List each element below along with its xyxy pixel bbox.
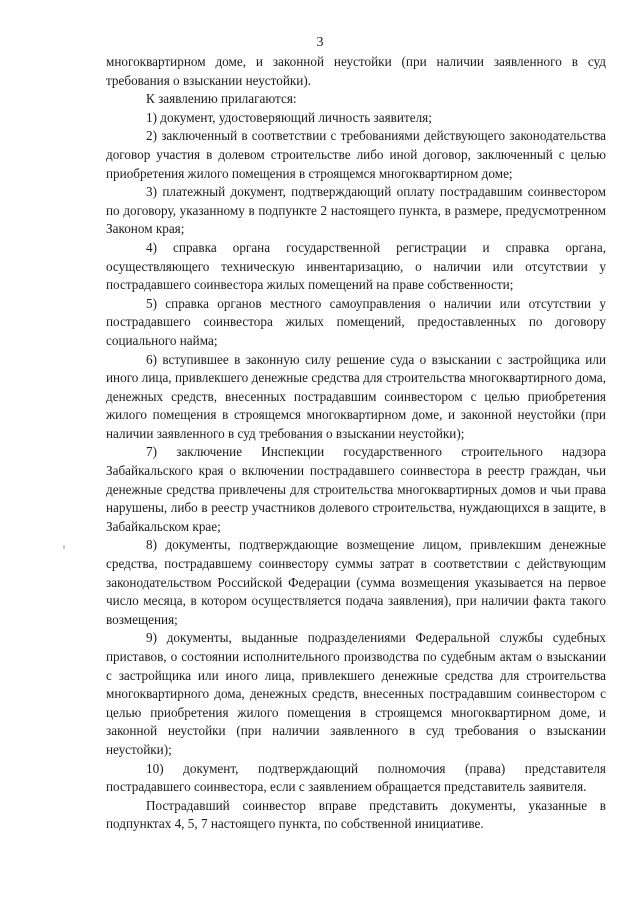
paragraph-item-9: 9) документы, выданные подразделениями Федеральной службы судебных приставов, о состоянии исполнительного производства по судебным актам о взыскании с застройщика или иного лица, привлекшего денежные средства для строительства многоквартирного дома, денежных средств, внесенных пострадавшим соинвестором с целью приобретения жилого помещения в строящемся многоквартирном доме, и законной неустойки (при наличии заявленного в суд требования о взыскании неустойки); [106, 630, 606, 757]
paragraph-item-2: 2) заключенный в соответствии с требованиями действующего законодательства договор участия в долевом строительстве либо иной договор, заключенный с целью приобретения жилого помещения в строящемся многоквартирном доме; [106, 128, 606, 181]
paragraph-item-1: 1) документ, удостоверяющий личность заявителя; [146, 109, 432, 125]
margin-mark [63, 545, 65, 549]
paragraph-attachments-intro: К заявлению прилагаются: [146, 91, 297, 107]
paragraph-final-note: Пострадавший соинвестор вправе представить документы, указанные в подпунктах 4, 5, 7 настоящего пункта, по собственной инициативе. [106, 797, 606, 832]
document-body [106, 53, 606, 834]
paragraph-item-6: 6) вступившее в законную силу решение суда о взыскании с застройщика или иного лица, привлекшего денежные средства для строительства многоквартирного дома, денежных средств, внесенных пострадавшим соинвестором с целью приобретения жилого помещения в строящемся многоквартирном доме, и законной неустойки (при наличии заявленного в суд требования о взыскании неустойки); [106, 351, 606, 441]
paragraph-continuation: многоквартирном доме, и законной неустойки (при наличии заявленного в суд требования о взыскании неустойки). [106, 54, 606, 88]
paragraph-item-4: 4) справка органа государственной регистрации и справка органа, осуществляющего техническую инвентаризацию, о наличии или отсутствии у пострадавшего соинвестора жилых помещений на праве собственности; [106, 239, 606, 293]
paragraph-item-5: 5) справка органов местного самоуправления о наличии или отсутствии у пострадавшего соинвестора жилых помещений, предоставленных по договору социального найма; [106, 295, 606, 348]
paragraph-item-8: 8) документы, подтверждающие возмещение лицом, привлекшим денежные средства, пострадавшему соинвестору суммы затрат в соответствии с действующим законодательством Российской Федерации (сумма возмещения указывается на первое число месяца, в котором осуществляется подача заявления), при наличии факта такого возмещения; [106, 537, 606, 627]
paragraph-item-10: 10) документ, подтверждающий полномочия (права) представителя пострадавшего соинвестора, если с заявлением обращается представитель заявителя. [106, 760, 606, 795]
paragraph-item-3: 3) платежный документ, подтверждающий оплату пострадавшим соинвестором по договору, указанному в подпункте 2 настоящего пункта, в размере, предусмотренном Законом края; [106, 184, 606, 237]
paragraph-item-7: 7) заключение Инспекции государственного строительного надзора Забайкальского края о включении пострадавшего соинвестора в реестр граждан, чьи денежные средства привлечены для строительства многоквартирных домов и чьи права нарушены, либо в реестр участников долевого строительства, нуждающихся в защите, в Забайкальском крае; [106, 444, 606, 534]
page-number: 3 [316, 35, 324, 50]
